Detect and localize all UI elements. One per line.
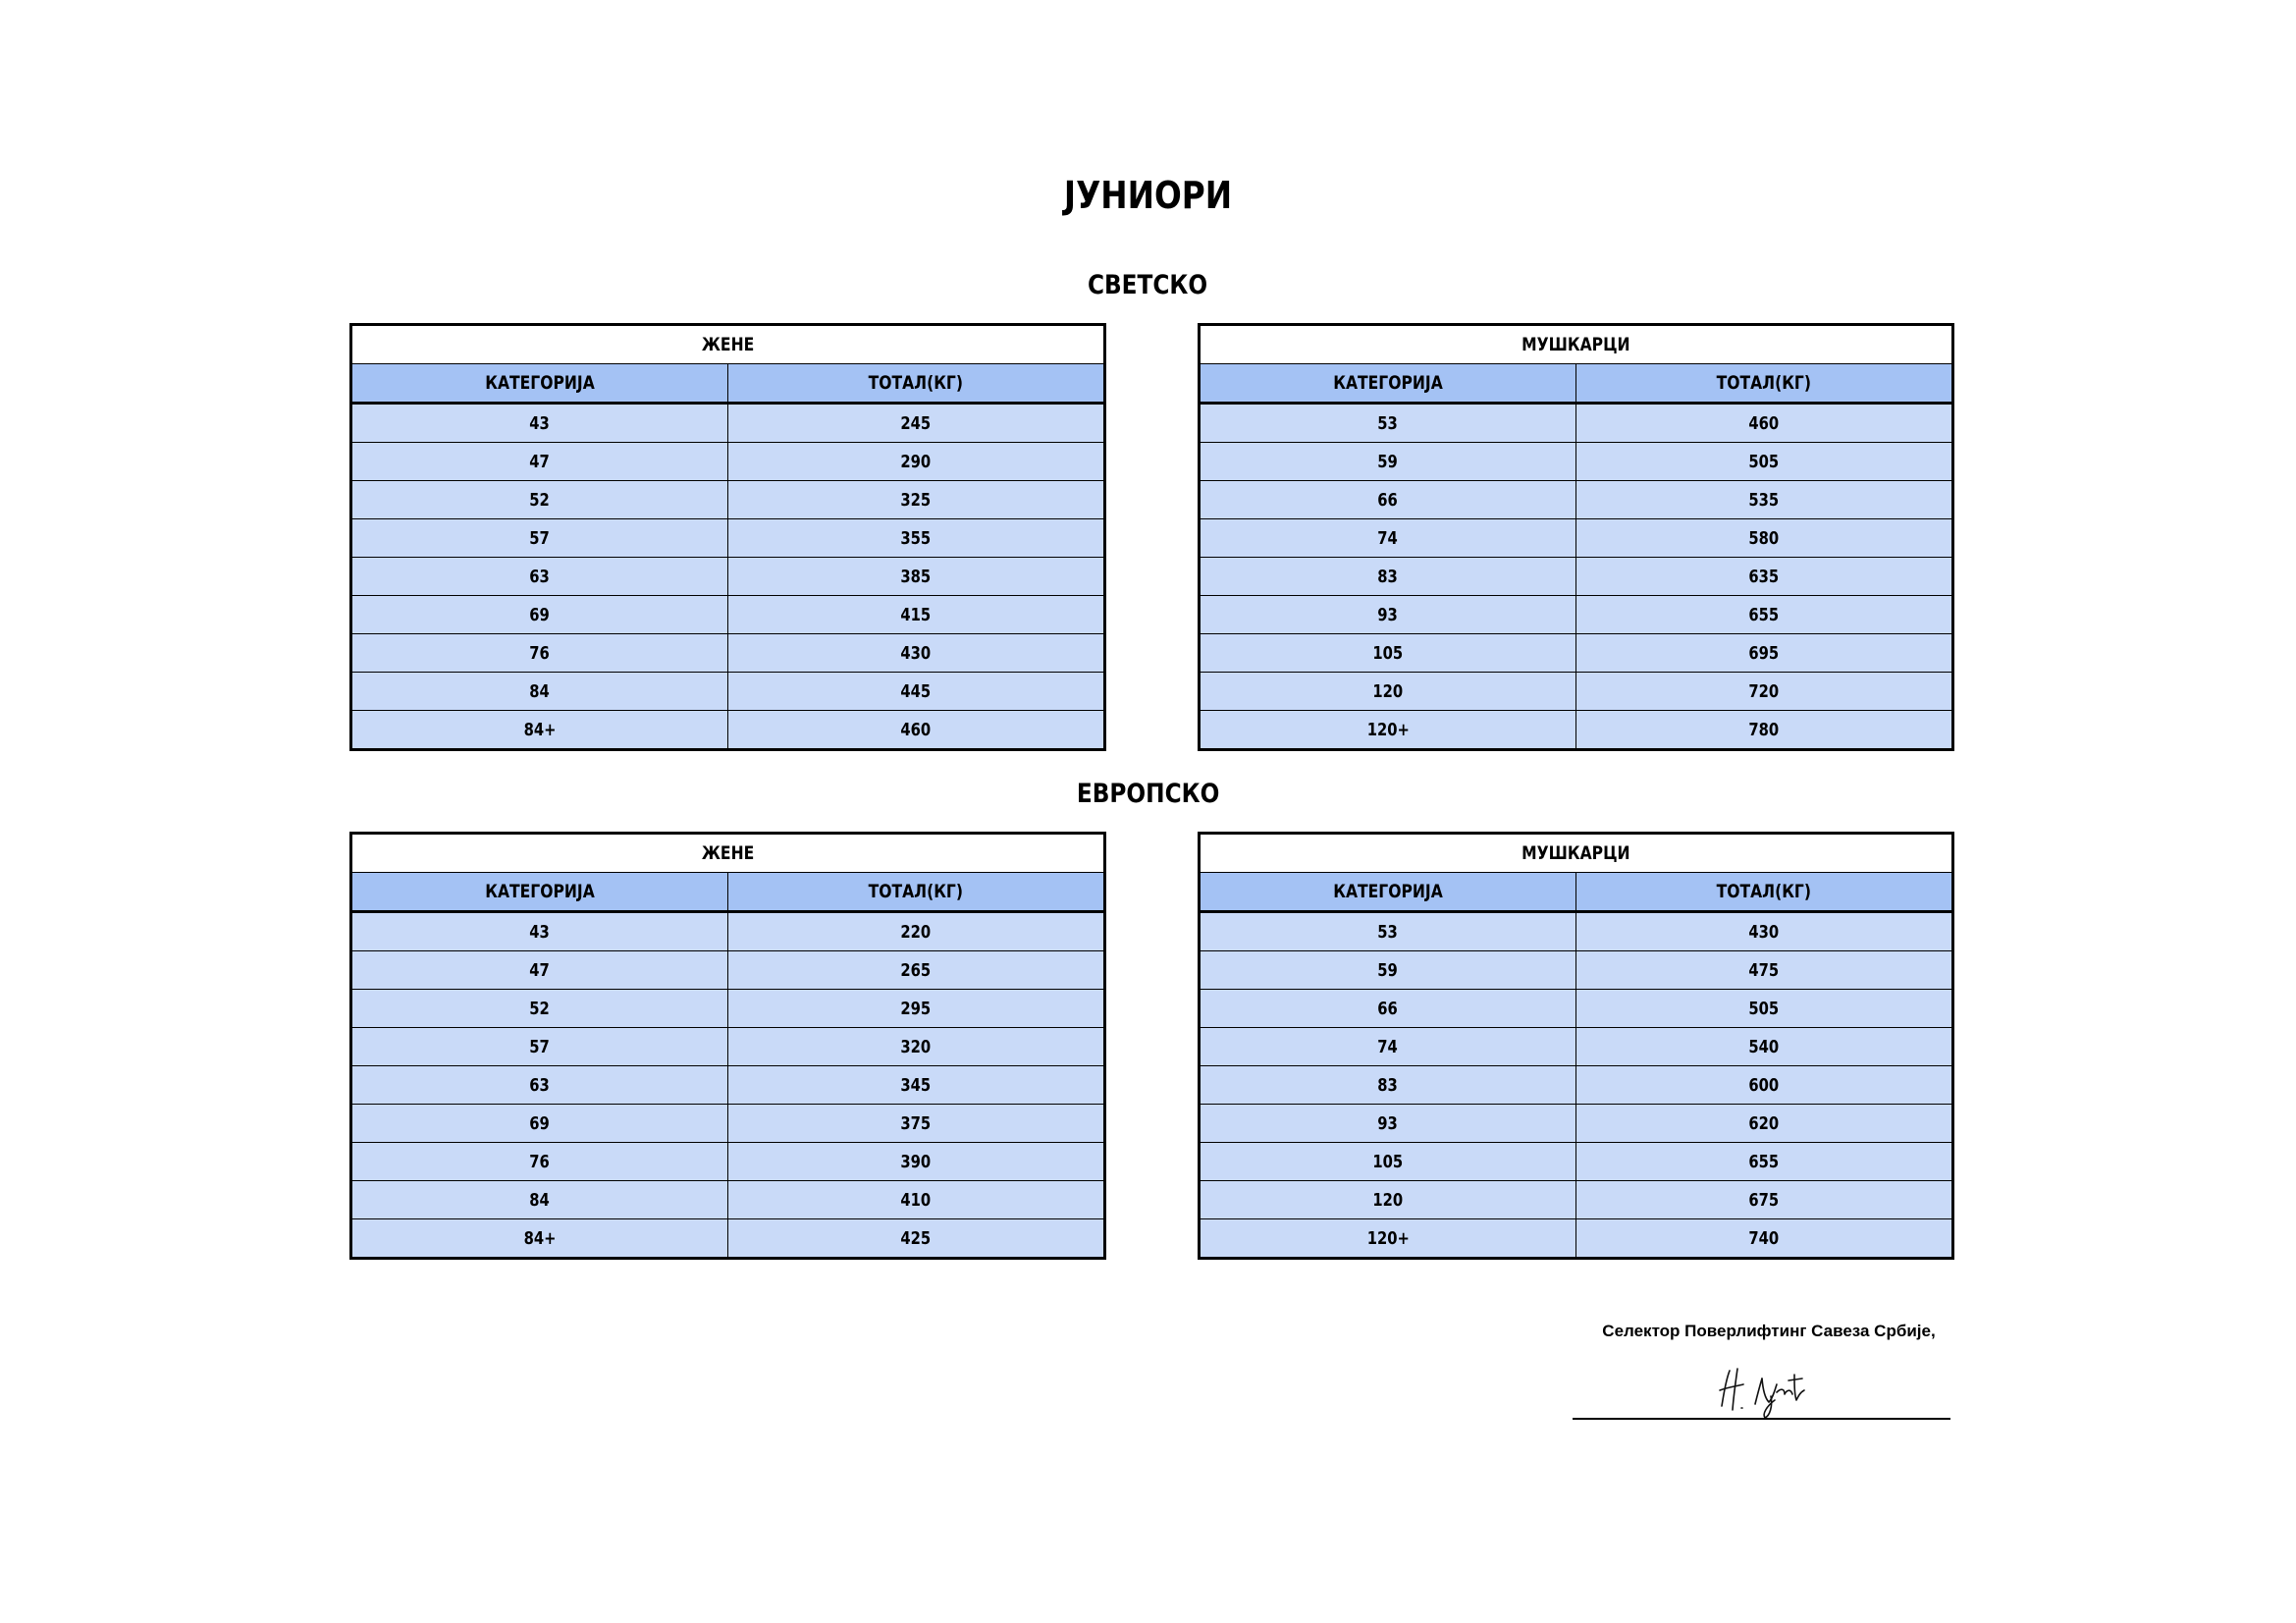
table-row (351, 1028, 1105, 1066)
table-row (351, 1066, 1105, 1105)
signature-line (1573, 1418, 1950, 1420)
category-cell: 53 (1200, 404, 1576, 443)
table-row (1200, 711, 1953, 750)
table-row (351, 596, 1105, 634)
category-cell: 93 (1200, 596, 1576, 634)
category-cell: 63 (351, 558, 728, 596)
table-row (1200, 596, 1953, 634)
category-cell: 59 (1200, 443, 1576, 481)
table-row (351, 443, 1105, 481)
category-cell: 120+ (1200, 1219, 1576, 1259)
table-row (1200, 1066, 1953, 1105)
total-cell: 720 (1576, 673, 1953, 711)
category-cell: 43 (351, 912, 728, 951)
table-row (351, 1219, 1105, 1259)
category-cell: 57 (351, 1028, 728, 1066)
table-group-header: ЖЕНЕ (351, 325, 1105, 364)
total-cell: 430 (728, 634, 1105, 673)
total-cell: 220 (728, 912, 1105, 951)
category-cell: 84+ (351, 711, 728, 750)
category-cell: 66 (1200, 481, 1576, 519)
total-cell: 655 (1576, 596, 1953, 634)
total-cell: 655 (1576, 1143, 1953, 1181)
category-cell: 53 (1200, 912, 1576, 951)
table-row (351, 912, 1105, 951)
table-row (351, 404, 1105, 443)
table-row (1200, 673, 1953, 711)
category-cell: 52 (351, 990, 728, 1028)
table-row (1200, 1219, 1953, 1259)
column-header-total: ТОТАЛ(КГ) (728, 873, 1105, 912)
total-cell: 620 (1576, 1105, 1953, 1143)
column-header-total: ТОТАЛ(КГ) (1576, 873, 1953, 912)
total-cell: 740 (1576, 1219, 1953, 1259)
total-cell: 345 (728, 1066, 1105, 1105)
page-title (0, 171, 2296, 220)
table-row (1200, 1028, 1953, 1066)
selector-label: Селектор Поверлифтинг Савеза Србије, (1602, 1322, 1936, 1340)
total-cell: 780 (1576, 711, 1953, 750)
table-row (351, 1143, 1105, 1181)
table-group-header: МУШКАРЦИ (1200, 325, 1953, 364)
table-row (1200, 443, 1953, 481)
total-cell: 535 (1576, 481, 1953, 519)
category-cell: 52 (351, 481, 728, 519)
category-cell: 74 (1200, 1028, 1576, 1066)
total-cell: 290 (728, 443, 1105, 481)
category-cell: 74 (1200, 519, 1576, 558)
category-cell: 69 (351, 1105, 728, 1143)
table-row (351, 1105, 1105, 1143)
world-men-table (1198, 323, 1954, 751)
table-row (1200, 1105, 1953, 1143)
total-cell: 295 (728, 990, 1105, 1028)
table-row (351, 711, 1105, 750)
total-cell: 355 (728, 519, 1105, 558)
category-cell: 63 (351, 1066, 728, 1105)
table-row (351, 990, 1105, 1028)
total-cell: 425 (728, 1219, 1105, 1259)
table-row (351, 673, 1105, 711)
total-cell: 385 (728, 558, 1105, 596)
table-row (1200, 951, 1953, 990)
category-cell: 76 (351, 634, 728, 673)
table-row (1200, 634, 1953, 673)
total-cell: 460 (1576, 404, 1953, 443)
category-cell: 84+ (351, 1219, 728, 1259)
total-cell: 675 (1576, 1181, 1953, 1219)
category-cell: 43 (351, 404, 728, 443)
total-cell: 540 (1576, 1028, 1953, 1066)
total-cell: 390 (728, 1143, 1105, 1181)
category-cell: 84 (351, 1181, 728, 1219)
europe-women-table (349, 832, 1106, 1260)
total-cell: 265 (728, 951, 1105, 990)
category-cell: 57 (351, 519, 728, 558)
total-cell: 695 (1576, 634, 1953, 673)
total-cell: 635 (1576, 558, 1953, 596)
column-header-category: КАТЕГОРИЈА (1200, 364, 1576, 404)
category-cell: 83 (1200, 558, 1576, 596)
section-title-europe (0, 777, 2296, 812)
europe-men-table (1198, 832, 1954, 1260)
table-row (1200, 481, 1953, 519)
column-header-category: КАТЕГОРИЈА (1200, 873, 1576, 912)
category-cell: 76 (351, 1143, 728, 1181)
total-cell: 505 (1576, 990, 1953, 1028)
section-title-europe-text: ЕВРОПСКО (1076, 779, 1220, 809)
section-title-world (0, 268, 2296, 303)
signature (1708, 1357, 1816, 1426)
total-cell: 580 (1576, 519, 1953, 558)
total-cell: 505 (1576, 443, 1953, 481)
category-cell: 47 (351, 443, 728, 481)
table-row (351, 558, 1105, 596)
table-row (1200, 990, 1953, 1028)
table-row (1200, 1143, 1953, 1181)
total-cell: 415 (728, 596, 1105, 634)
category-cell: 84 (351, 673, 728, 711)
category-cell: 120+ (1200, 711, 1576, 750)
total-cell: 375 (728, 1105, 1105, 1143)
total-cell: 600 (1576, 1066, 1953, 1105)
category-cell: 66 (1200, 990, 1576, 1028)
table-row (1200, 912, 1953, 951)
table-row (351, 1181, 1105, 1219)
total-cell: 475 (1576, 951, 1953, 990)
table-group-header: МУШКАРЦИ (1200, 834, 1953, 873)
table-row (1200, 1181, 1953, 1219)
table-row (1200, 519, 1953, 558)
section-title-world-text: СВЕТСКО (1088, 270, 1208, 300)
table-row (1200, 558, 1953, 596)
column-header-category: КАТЕГОРИЈА (351, 873, 728, 912)
category-cell: 105 (1200, 634, 1576, 673)
total-cell: 445 (728, 673, 1105, 711)
category-cell: 83 (1200, 1066, 1576, 1105)
column-header-total: ТОТАЛ(КГ) (728, 364, 1105, 404)
total-cell: 460 (728, 711, 1105, 750)
category-cell: 59 (1200, 951, 1576, 990)
table-row (351, 519, 1105, 558)
total-cell: 320 (728, 1028, 1105, 1066)
table-group-header: ЖЕНЕ (351, 834, 1105, 873)
total-cell: 325 (728, 481, 1105, 519)
table-row (351, 634, 1105, 673)
category-cell: 69 (351, 596, 728, 634)
column-header-category: КАТЕГОРИЈА (351, 364, 728, 404)
category-cell: 120 (1200, 673, 1576, 711)
table-row (351, 481, 1105, 519)
column-header-total: ТОТАЛ(КГ) (1576, 364, 1953, 404)
table-row (351, 951, 1105, 990)
total-cell: 410 (728, 1181, 1105, 1219)
world-women-table (349, 323, 1106, 751)
category-cell: 105 (1200, 1143, 1576, 1181)
category-cell: 93 (1200, 1105, 1576, 1143)
category-cell: 47 (351, 951, 728, 990)
table-row (1200, 404, 1953, 443)
total-cell: 245 (728, 404, 1105, 443)
category-cell: 120 (1200, 1181, 1576, 1219)
total-cell: 430 (1576, 912, 1953, 951)
page-title-text: ЈУНИОРИ (1063, 174, 1233, 217)
